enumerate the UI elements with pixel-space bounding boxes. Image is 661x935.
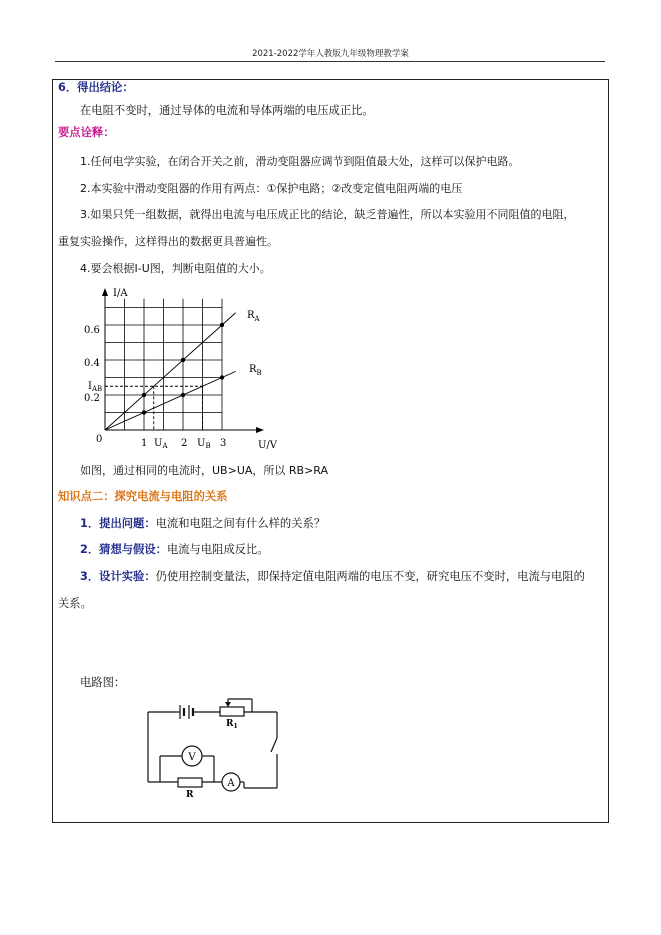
r1-label: $R_1$ (226, 719, 238, 730)
q2-label: 2．猜想与假设： (80, 543, 167, 556)
switch-blade (271, 738, 277, 752)
header-rule (55, 61, 605, 62)
q1 (80, 517, 325, 531)
x-tick-1: 1 (141, 438, 148, 449)
data-point-rb (220, 375, 224, 379)
resistor-body (178, 778, 202, 787)
q1-label: 1．提出问题： (80, 517, 156, 530)
y-tick-06: 0.6 (84, 325, 100, 336)
origin-label: 0 (96, 434, 103, 445)
q1-text: 电流和电阻之间有什么样的关系？ (155, 517, 326, 530)
q2-text: 电流与电阻成反比。 (166, 543, 269, 556)
data-point-ra (220, 323, 224, 327)
ua-label: $U_A$ (154, 438, 168, 450)
graph-grid (105, 299, 222, 430)
x-axis-arrow (256, 427, 264, 433)
section6-body: 在电阻不变时，通过导体的电流和导体两端的电压成正比。 (80, 104, 374, 117)
r-label: R (186, 790, 194, 800)
keypoints-heading: 要点诠释： (58, 126, 115, 139)
document-header: 2021-2022学年人教版九年级物理教学案 (252, 49, 409, 59)
q3-label: 3．设计实验： (80, 570, 156, 583)
x-axis-label: U/V (258, 440, 278, 451)
data-point-ra (181, 358, 185, 362)
x-tick-2: 2 (181, 438, 188, 449)
y-tick-02: 0.2 (84, 393, 100, 404)
keypoint-2: 2.本实验中滑动变阻器的作用有两点：①保护电路；②改变定值电阻两端的电压 (80, 182, 463, 195)
ub-label: $U_B$ (197, 438, 211, 450)
keypoint-3-line2: 重复实验操作，这样得出的数据更具普遍性。 (58, 235, 278, 248)
keypoint-1: 1.任何电学实验，在闭合开关之前，滑动变阻器应调节到阻值最大处，这样可以保护电路。 (80, 155, 520, 168)
iab-label: $I_{AB}$ (88, 381, 103, 393)
data-point-rb (142, 410, 146, 414)
q3-text-line2: 关系。 (58, 597, 92, 610)
q3 (80, 570, 585, 584)
q3-text-line1: 仍使用控制变量法，即保持定值电阻两端的电压不变，研究电压不变时，电流与电阻的 (155, 570, 585, 583)
ammeter-label: A (227, 778, 235, 789)
iu-graph (75, 280, 295, 455)
rb-label: $R_B$ (249, 364, 262, 377)
x-tick-3: 3 (220, 438, 227, 449)
graph-caption: 如图，通过相同的电流时，UB>UA，所以 RB>RA (80, 464, 329, 477)
y-tick-04: 0.4 (84, 358, 100, 369)
q2 (80, 543, 269, 557)
circuit-diagram (140, 690, 290, 800)
keypoint-4: 4.要会根据I-U图，判断电阻值的大小。 (80, 262, 271, 275)
slider-arrow (225, 702, 231, 707)
knowledge2-heading: 知识点二：探究电流与电阻的关系 (58, 490, 228, 503)
section6-heading: 6．得出结论： (58, 81, 134, 94)
data-point-ra (142, 393, 146, 397)
y-axis-label: I/A (113, 288, 128, 299)
ra-label: $R_A$ (247, 310, 260, 323)
rheostat-body (220, 707, 244, 716)
circuit-label: 电路图： (80, 676, 126, 689)
data-point-rb (181, 393, 185, 397)
y-axis-arrow (102, 288, 108, 296)
voltmeter-label: V (188, 752, 196, 763)
keypoint-3-line1: 3.如果只凭一组数据，就得出电流与电压成正比的结论，缺乏普遍性，所以本实验用不同阻值的电阻， (80, 208, 575, 221)
